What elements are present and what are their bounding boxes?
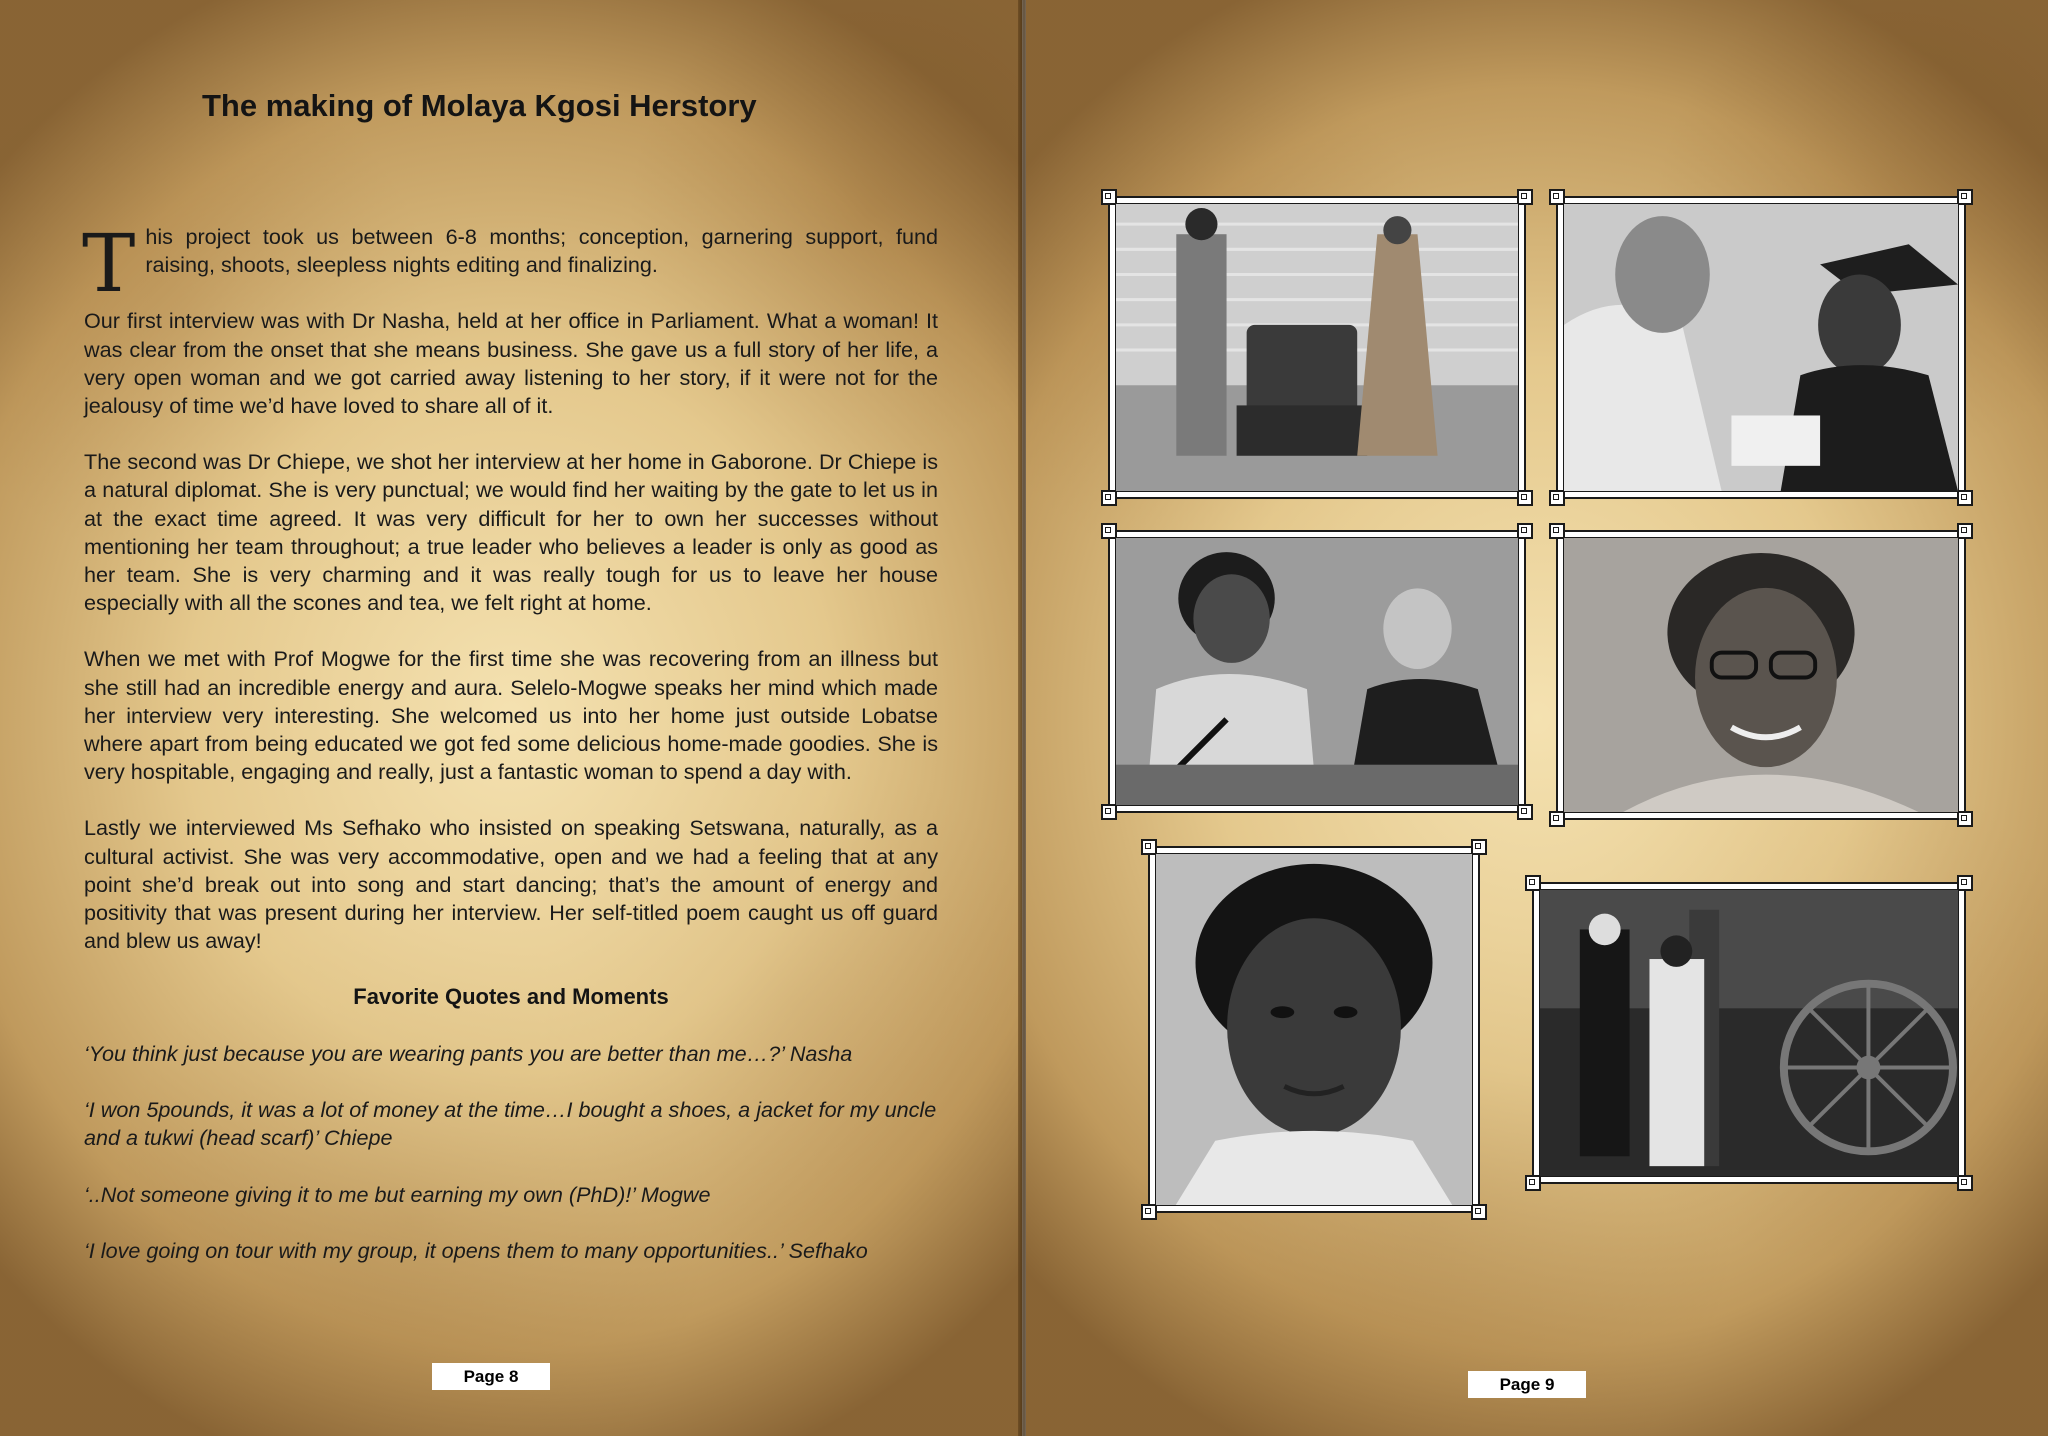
paragraph-3: The second was Dr Chiepe, we shot her interview at her home in Gaborone. Dr Chiepe is a natural diplomat. She is very punctual; we would find her waiting by the gate to let us in at the exact time agreed. It was very difficult for her to own her successes without mentioning her team throughout; a true leader who believes a leader is only as good as her team. She is very charming and it was really tough for us to leave her house especially with all the scones and tea, we felt right at home.: [84, 449, 938, 616]
right-page: [1026, 0, 2048, 1436]
photo-frame-5: [1148, 846, 1480, 1213]
photo-frame-2: [1556, 196, 1966, 499]
photo-portrait-glasses: [1564, 538, 1958, 812]
page-title: The making of Molaya Kgosi Herstory: [202, 88, 757, 123]
paragraph-1: [82, 217, 938, 310]
page-number-left: Page 8: [432, 1363, 550, 1390]
paragraph-2: Our first interview was with Dr Nasha, held at her office in Parliament. What a woman! It was clear from the onset that she means business. She gave us a full story of her life, a very open woman and we got carried away listening to her story, if it were not for the jealousy of time we’d have loved to share all of it.: [84, 308, 938, 419]
article-body: [82, 217, 938, 983]
photo-interview-microphone: [1116, 538, 1518, 805]
photo-carriage-escort: [1540, 890, 1958, 1176]
photo-frame-4: [1556, 530, 1966, 820]
paragraph-4: When we met with Prof Mogwe for the first time she was recovering from an illness but she still had an incredible energy and aura. Selelo-Mogwe speaks her mind which made her interview very interesting. She welcomed us into her home just outside Lobatse where apart from being educated we got fed some delicious home-made goodies. She is very hospitable, engaging and really, just a fantastic woman to spend a day with.: [84, 646, 938, 785]
quotes-heading: Favorite Quotes and Moments: [353, 984, 669, 1009]
quotes-list: [84, 1040, 944, 1293]
photo-chair-presentation: [1116, 204, 1518, 491]
quote-mogwe: ‘..Not someone giving it to me but earning my own (PhD)!’ Mogwe: [84, 1181, 711, 1207]
quote-nasha: ‘You think just because you are wearing pants you are better than me…?’ Nasha: [84, 1041, 853, 1066]
quote-sefhako: ‘I love going on tour with my group, it opens them to many opportunities..’ Sefhako: [84, 1237, 868, 1263]
photo-frame-1: [1108, 196, 1526, 499]
photo-portrait-afro: [1156, 854, 1472, 1205]
drop-cap: T: [82, 217, 136, 310]
left-page: [0, 0, 1022, 1436]
quote-chiepe: ‘I won 5pounds, it was a lot of money at the time…I bought a shoes, a jacket for my uncle and a tukwi (head scarf)’ Chiepe: [84, 1097, 937, 1151]
paragraph-5: Lastly we interviewed Ms Sefhako who insisted on speaking Setswana, naturally, as a cultural activist. She was very accommodative, open and we had a feeling that at any point she’d break out into song and start dancing; that’s the amount of energy and positivity that was present during her interview. Her self-titled poem caught us off guard and blew us away!: [84, 815, 938, 954]
photo-frame-6: [1532, 882, 1966, 1184]
paragraph-1-text: his project took us between 6-8 months; conception, garnering support, fund raising, shoots, sleepless nights editing and finalizing.: [145, 224, 938, 278]
photo-frame-3: [1108, 530, 1526, 813]
photo-graduation: [1564, 204, 1958, 491]
page-number-right: Page 9: [1468, 1371, 1586, 1398]
